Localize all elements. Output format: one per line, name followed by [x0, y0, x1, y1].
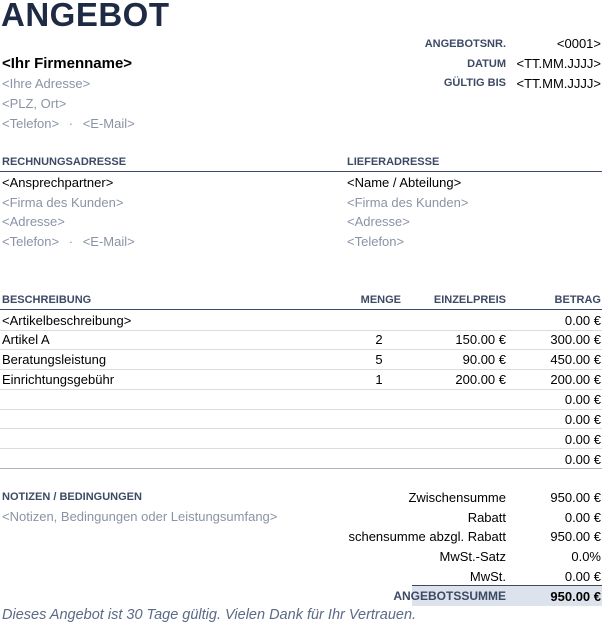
row-desc: Einrichtungsgebühr: [2, 372, 115, 387]
shipping-heading: LIEFERADRESSE: [347, 156, 440, 168]
company-zip-city: <PLZ, Ort>: [2, 96, 67, 111]
footer-note: Dieses Angebot ist 30 Tage gültig. Vielen Dank für Ihr Vertrauen.: [2, 607, 417, 623]
shipping-company: <Firma des Kunden>: [347, 195, 469, 210]
col-header-unit-price: EINZELPREIS: [433, 294, 506, 306]
billing-contact: <Ansprechpartner>: [2, 175, 114, 190]
valid-until-value: <TT.MM.JJJJ>: [516, 76, 601, 91]
row-qty: 2: [375, 332, 383, 347]
billing-email: <E-Mail>: [82, 234, 135, 249]
row-amount: 0.00 €: [564, 412, 601, 427]
row-price: 90.00 €: [462, 352, 506, 367]
company-email: <E-Mail>: [82, 116, 135, 131]
vat-rate-label: MwSt.-Satz: [439, 549, 506, 564]
row-desc: <Artikelbeschreibung>: [2, 313, 132, 328]
billing-heading: RECHNUNGSADRESSE: [2, 156, 127, 168]
col-header-amount: BETRAG: [554, 294, 601, 306]
row-amount: 0.00 €: [564, 392, 601, 407]
row-divider: [0, 389, 602, 390]
row-divider: [0, 369, 602, 370]
grand-total-divider: [412, 585, 602, 586]
row-divider: [0, 349, 602, 350]
table-header-divider: [0, 309, 602, 310]
row-amount: 200.00 €: [550, 372, 601, 387]
date-label: DATUM: [467, 58, 506, 70]
grand-total-value: 950.00 €: [550, 589, 601, 604]
col-header-quantity: MENGE: [360, 294, 401, 306]
row-divider: [0, 330, 602, 331]
shipping-phone: <Telefon>: [347, 234, 405, 249]
row-price: 200.00 €: [455, 372, 506, 387]
row-desc: Artikel A: [2, 332, 50, 347]
col-header-description: BESCHREIBUNG: [2, 294, 92, 306]
quote-number-label: ANGEBOTSNR.: [424, 38, 506, 50]
discount-value: 0.00 €: [564, 510, 601, 525]
shipping-name: <Name / Abteilung>: [347, 175, 462, 190]
separator-dot: ·: [68, 116, 74, 131]
company-name: <Ihr Firmenname>: [2, 55, 133, 72]
document-title: ANGEBOT: [1, 0, 170, 33]
billing-address: <Adresse>: [2, 214, 65, 229]
vat-rate-value: 0.0%: [571, 549, 601, 564]
row-divider: [0, 448, 602, 449]
subtotal-less-discount-label: schensumme abzgl. Rabatt: [348, 529, 506, 544]
separator-dot: ·: [68, 234, 74, 249]
row-qty: 5: [375, 352, 383, 367]
row-qty: 1: [375, 372, 383, 387]
row-price: 150.00 €: [455, 332, 506, 347]
quote-number-value: <0001>: [556, 36, 601, 51]
row-amount: 300.00 €: [550, 332, 601, 347]
vat-label: MwSt.: [469, 569, 506, 584]
grand-total-label: ANGEBOTSSUMME: [393, 589, 506, 603]
notes-text: <Notizen, Bedingungen oder Leistungsumfang>: [2, 509, 278, 524]
row-amount: 0.00 €: [564, 452, 601, 467]
discount-label: Rabatt: [467, 510, 506, 525]
shipping-address: <Adresse>: [347, 214, 410, 229]
billing-company: <Firma des Kunden>: [2, 195, 124, 210]
subtotal-value: 950.00 €: [550, 490, 601, 505]
date-value: <TT.MM.JJJJ>: [516, 56, 601, 71]
row-amount: 0.00 €: [564, 432, 601, 447]
row-divider: [0, 409, 602, 410]
company-address: <Ihre Adresse>: [2, 76, 91, 91]
billing-phone: <Telefon>: [2, 234, 60, 249]
notes-heading: NOTIZEN / BEDINGUNGEN: [2, 491, 142, 503]
subtotal-label: Zwischensumme: [408, 490, 506, 505]
valid-until-label: GÜLTIG BIS: [443, 77, 506, 89]
company-phone: <Telefon>: [2, 116, 60, 131]
row-amount: 450.00 €: [550, 352, 601, 367]
address-divider: [0, 171, 602, 172]
row-desc: Beratungsleistung: [2, 352, 107, 367]
row-amount: 0.00 €: [564, 313, 601, 328]
subtotal-less-discount-value: 950.00 €: [550, 529, 601, 544]
vat-value: 0.00 €: [564, 569, 601, 584]
billing-contact-line: [2, 234, 135, 249]
company-contact: [2, 116, 135, 131]
table-bottom-divider: [0, 468, 602, 469]
row-divider: [0, 428, 602, 429]
